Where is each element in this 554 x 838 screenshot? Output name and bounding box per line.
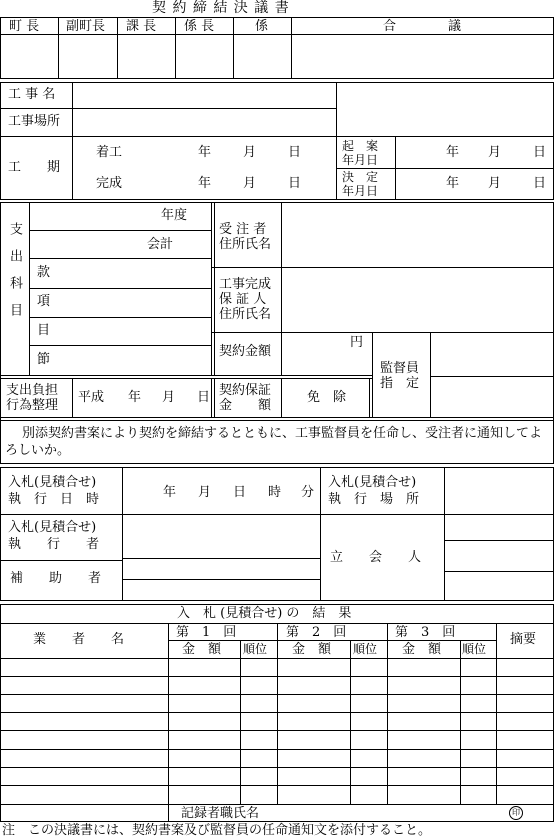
contract-amount-yen: 円: [350, 335, 364, 350]
line: [320, 467, 321, 601]
approval-consult: 合 議: [383, 19, 462, 34]
line: [0, 514, 554, 515]
line: [211, 202, 212, 376]
line: [369, 378, 370, 418]
line: [0, 463, 554, 464]
expense-year: 年: [128, 390, 142, 405]
work-finish-year: 年: [198, 176, 212, 191]
line: [211, 332, 554, 333]
line: [0, 34, 554, 35]
line: [0, 17, 554, 18]
footnote: 注 この決議書には、契約書案及び監督員の任命通知文を添付すること。: [2, 823, 432, 838]
seal-mark: 印: [509, 806, 523, 820]
line: [0, 694, 554, 695]
bid-unit-minute: 分: [301, 485, 315, 500]
decide-date-label: 決 定 年月日: [342, 170, 379, 198]
round-1-amount: 金 額: [182, 642, 222, 657]
line: [240, 640, 241, 805]
line: [277, 623, 278, 805]
expense-heisei: 平成: [78, 390, 105, 405]
line: [0, 676, 554, 677]
expense-label: 支出負担 行為整理: [6, 383, 59, 413]
expense-month: 月: [162, 390, 176, 405]
line: [0, 749, 554, 750]
line: [0, 17, 1, 79]
budget-ko: 項: [37, 294, 51, 309]
work-start-year: 年: [198, 145, 212, 160]
line: [372, 332, 373, 418]
work-start-day: 日: [288, 145, 302, 160]
line: [122, 558, 320, 559]
work-finish-day: 日: [288, 176, 302, 191]
budget-side-label: 支出科目: [7, 222, 22, 330]
line: [72, 378, 73, 418]
remarks-header: 摘要: [510, 632, 537, 647]
bid-place-label: 入札(見積合せ) 執 行 場 所: [328, 475, 420, 507]
line: [29, 345, 211, 346]
line: [0, 730, 554, 731]
bid-executor-label: 入札(見積合せ) 執 行 者: [8, 520, 100, 552]
bid-unit-day: 日: [233, 485, 247, 500]
line: [0, 785, 554, 786]
company-name-header: 業 者 名: [33, 632, 125, 647]
assistant-label: 補 助 者: [10, 571, 102, 586]
line: [58, 17, 59, 79]
line: [336, 168, 554, 169]
line: [0, 202, 1, 421]
line: [387, 623, 388, 805]
line: [117, 17, 118, 79]
work-start-label: 着工: [96, 145, 123, 160]
round-3-rank: 順位: [462, 642, 487, 656]
decide-day: 日: [533, 176, 547, 191]
line: [0, 375, 372, 376]
budget-nendo: 年度: [161, 208, 188, 223]
work-finish-label: 完成: [96, 176, 123, 191]
results-title: 入 札 (見積合せ) の 結 果: [177, 606, 352, 621]
recorder-label: 記録者職氏名: [181, 806, 260, 821]
line: [0, 560, 122, 561]
line: [214, 202, 215, 376]
line: [0, 712, 554, 713]
line: [122, 579, 320, 580]
line: [214, 378, 215, 418]
approval-col-sub-chief: 係 長: [184, 19, 215, 34]
line: [0, 467, 554, 468]
line: [0, 604, 1, 822]
line: [336, 82, 337, 200]
line: [0, 108, 336, 109]
line: [0, 420, 1, 464]
line: [0, 199, 554, 200]
guarantor-label: 工事完成 保 証 人 住所氏名: [219, 277, 272, 322]
line: [460, 640, 461, 805]
witness-label: 立 会 人: [330, 550, 422, 565]
approval-col-mayor: 町 長: [9, 19, 40, 34]
line: [233, 17, 234, 79]
line: [168, 623, 169, 805]
line: [0, 202, 554, 203]
line: [444, 571, 554, 572]
work-place-label: 工事場所: [8, 114, 61, 129]
round-1-header: 第 1 回: [176, 625, 237, 640]
line: [29, 288, 211, 289]
decide-month: 月: [488, 176, 502, 191]
contractor-label: 受 注 者 住所氏名: [219, 222, 272, 252]
work-finish-month: 月: [243, 176, 257, 191]
budget-kaikei: 会計: [147, 237, 174, 252]
work-name-label: 工 事 名: [8, 87, 56, 102]
round-2-rank: 順位: [353, 642, 378, 656]
line: [122, 467, 123, 601]
line: [281, 202, 282, 376]
line: [0, 467, 1, 601]
security-exempt: 免 除: [307, 390, 347, 405]
line: [0, 82, 1, 200]
line: [430, 332, 431, 418]
line: [0, 136, 554, 137]
bid-datetime-label: 入札(見積合せ) 執 行 日 時: [8, 475, 100, 507]
round-2-amount: 金 額: [292, 642, 332, 657]
line: [0, 804, 554, 805]
bid-unit-month: 月: [198, 485, 212, 500]
work-start-month: 月: [243, 145, 257, 160]
round-3-amount: 金 額: [402, 642, 442, 657]
bid-unit-hour: 時: [268, 485, 282, 500]
line: [29, 317, 211, 318]
security-label: 契約保証 金 額: [219, 383, 272, 413]
line: [0, 821, 554, 822]
line: [72, 82, 73, 200]
line: [168, 640, 496, 641]
decide-year: 年: [446, 176, 460, 191]
line: [0, 658, 554, 659]
approval-col-section-chief: 課 長: [126, 19, 157, 34]
line: [291, 17, 292, 79]
line: [0, 417, 554, 418]
budget-setsu: 節: [37, 352, 51, 367]
draft-year: 年: [446, 145, 460, 160]
line: [444, 540, 554, 541]
line: [0, 600, 554, 601]
draft-month: 月: [488, 145, 502, 160]
work-period-label: 工 期: [8, 160, 61, 175]
line: [29, 202, 30, 376]
line: [211, 267, 554, 268]
round-2-header: 第 2 回: [286, 625, 347, 640]
line: [0, 420, 554, 421]
draft-day: 日: [533, 145, 547, 160]
budget-kan: 款: [37, 265, 51, 280]
draft-date-label: 起 案 年月日: [342, 139, 379, 167]
statement-text: 別添契約書案により契約を締結するとともに、工事監督員を任命し、受注者に通知してよろしいか。: [5, 426, 543, 458]
line: [211, 378, 212, 418]
approval-col-vice-mayor: 副町長: [66, 19, 106, 34]
contract-amount-label: 契約金額: [219, 344, 272, 359]
bid-unit-year: 年: [163, 485, 177, 500]
budget-moku: 目: [37, 323, 51, 338]
line: [395, 136, 396, 200]
line: [444, 467, 445, 601]
line: [496, 623, 497, 805]
supervisor-label: 監督員 指 定: [380, 361, 420, 391]
approval-col-staff: 係: [255, 19, 269, 34]
line: [29, 258, 211, 259]
line: [168, 804, 169, 822]
expense-day: 日: [197, 390, 211, 405]
line: [350, 640, 351, 805]
line: [0, 78, 554, 79]
round-1-rank: 順位: [243, 642, 268, 656]
line: [0, 604, 554, 605]
document-title: 契 約 締 結 決 議 書: [152, 0, 290, 16]
line: [281, 378, 282, 418]
line: [0, 378, 372, 379]
line: [430, 376, 554, 377]
line: [0, 82, 554, 83]
line: [29, 230, 211, 231]
line: [0, 767, 554, 768]
line: [175, 17, 176, 79]
round-3-header: 第 3 回: [395, 625, 456, 640]
